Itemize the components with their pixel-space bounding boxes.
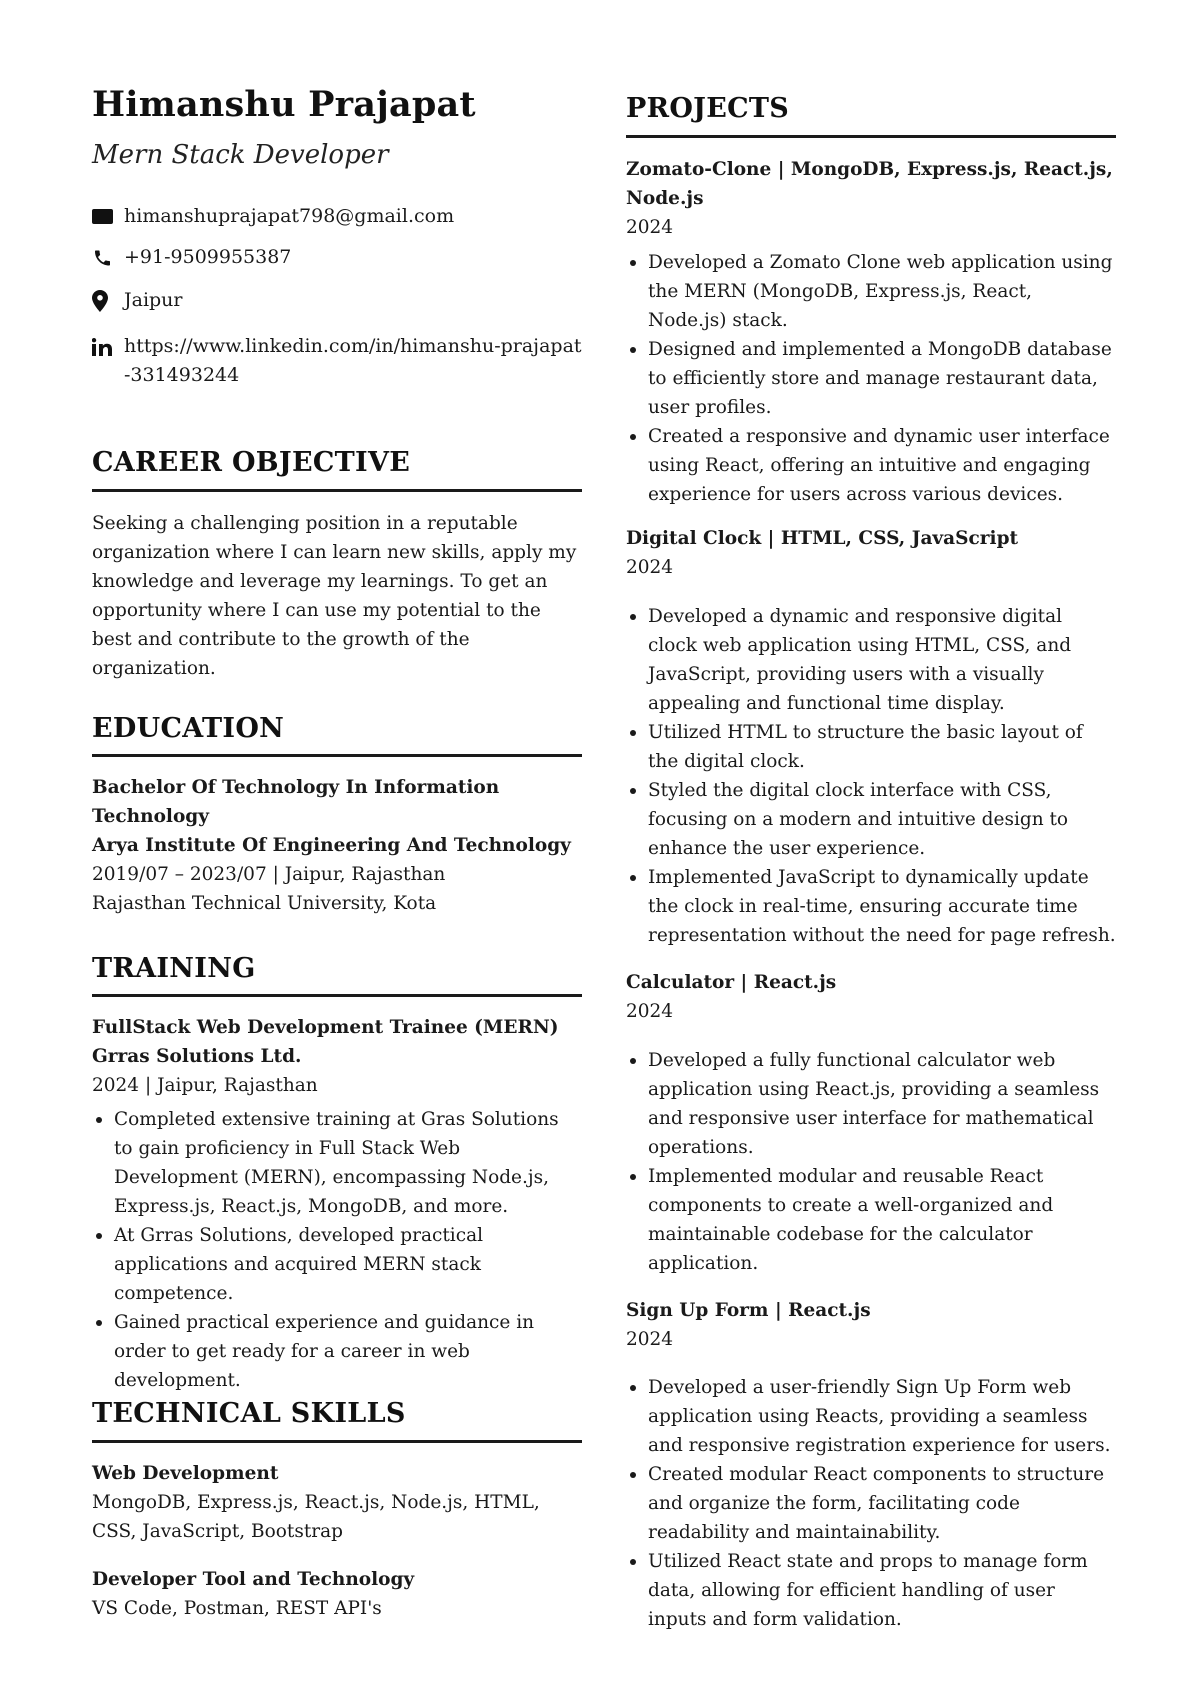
list-item: Completed extensive training at Gras Solutions to gain proficiency in Full Stack Web Development (MERN), encompassing Node.js, Express.js, React.js, MongoDB, and more. [92, 1105, 582, 1221]
project-bullets [626, 602, 1116, 950]
candidate-name: Himanshu Prajapat [92, 84, 476, 125]
project-title: Sign Up Form | React.js [626, 1300, 871, 1321]
location-pin-icon [92, 286, 116, 315]
training-heading: TRAINING [92, 953, 256, 984]
project-entry [626, 155, 1116, 242]
project-bullets [626, 248, 1116, 509]
section-divider [92, 994, 582, 997]
phone-icon [92, 243, 116, 272]
project-entry [626, 1296, 1116, 1354]
list-item: Developed a dynamic and responsive digital clock web application using HTML, CSS, and JavaScript, providing users with a visually appealing and functional time display. [626, 602, 1116, 718]
project-entry [626, 524, 1116, 582]
project-year: 2024 [626, 217, 674, 238]
training-company: Grras Solutions Ltd. [92, 1046, 302, 1067]
list-item: Styled the digital clock interface with CSS, focusing on a modern and intuitive design to enhance the user experience. [626, 776, 1116, 863]
list-item: Created modular React components to structure and organize the form, facilitating code readability and maintainability. [626, 1460, 1116, 1547]
skill-group-items: VS Code, Postman, REST API's [92, 1598, 382, 1619]
training-role: FullStack Web Development Trainee (MERN) [92, 1017, 559, 1038]
list-item: Gained practical experience and guidance in order to get ready for a career in web development. [92, 1308, 582, 1395]
skill-group-web [92, 1459, 582, 1546]
phone-text: +91-9509955387 [124, 246, 292, 268]
education-heading: EDUCATION [92, 713, 285, 744]
list-item: Developed a Zomato Clone web application using the MERN (MongoDB, Express.js, React, Node.js) stack. [626, 248, 1116, 335]
skill-group-tools [92, 1565, 582, 1623]
project-title: Digital Clock | HTML, CSS, JavaScript [626, 528, 1019, 549]
contact-email[interactable] [92, 202, 584, 231]
section-divider [92, 489, 582, 492]
candidate-role: Mern Stack Developer [92, 140, 389, 170]
list-item: Developed a fully functional calculator web application using React.js, providing a seamless and responsive user interface for mathematical operations. [626, 1046, 1116, 1162]
skill-group-items: MongoDB, Express.js, React.js, Node.js, HTML, CSS, JavaScript, Bootstrap [92, 1492, 540, 1542]
linkedin-url: https://www.linkedin.com/in/himanshu-prajapat-331493244 [124, 335, 582, 386]
list-item: At Grras Solutions, developed practical applications and acquired MERN stack competence. [92, 1221, 582, 1308]
training-entry [92, 1013, 582, 1100]
list-item: Implemented JavaScript to dynamically update the clock in real-time, ensuring accurate time representation without the need for page refresh. [626, 863, 1116, 950]
institute-name: Arya Institute Of Engineering And Technology [92, 835, 571, 856]
section-divider [92, 1440, 582, 1443]
education-entry [92, 773, 582, 918]
skill-group-title: Web Development [92, 1463, 279, 1484]
project-year: 2024 [626, 1001, 674, 1022]
project-year: 2024 [626, 1329, 674, 1350]
education-dates-location: 2019/07 – 2023/07 | Jaipur, Rajasthan [92, 864, 446, 885]
university-name: Rajasthan Technical University, Kota [92, 893, 437, 914]
project-entry [626, 968, 1116, 1026]
project-bullets [626, 1373, 1116, 1634]
career-objective-heading: CAREER OBJECTIVE [92, 447, 411, 478]
projects-heading: PROJECTS [626, 93, 790, 124]
contact-linkedin[interactable] [92, 332, 584, 390]
envelope-icon [92, 202, 116, 231]
list-item: Utilized HTML to structure the basic layout of the digital clock. [626, 718, 1116, 776]
contact-location [92, 286, 584, 315]
list-item: Utilized React state and props to manage form data, allowing for efficient handling of user inputs and form validation. [626, 1547, 1116, 1634]
degree-title: Bachelor Of Technology In Information Technology [92, 777, 500, 827]
project-title: Zomato-Clone | MongoDB, Express.js, React.js, Node.js [626, 159, 1113, 209]
list-item: Created a responsive and dynamic user interface using React, offering an intuitive and engaging experience for users across various devices. [626, 422, 1116, 509]
location-text: Jaipur [124, 289, 183, 311]
training-year-location: 2024 | Jaipur, Rajasthan [92, 1075, 318, 1096]
career-objective-text: Seeking a challenging position in a reputable organization where I can learn new skills, apply my knowledge and leverage my learnings. To get an opportunity where I can use my potential to the best and contribute to the growth of the organization. [92, 513, 577, 679]
technical-skills-heading: TECHNICAL SKILLS [92, 1398, 406, 1429]
section-divider [626, 135, 1116, 138]
section-divider [92, 754, 582, 757]
email-text: himanshuprajapat798@gmail.com [124, 205, 455, 227]
contact-phone[interactable] [92, 243, 584, 272]
project-title: Calculator | React.js [626, 972, 837, 993]
list-item: Designed and implemented a MongoDB database to efficiently store and manage restaurant data, user profiles. [626, 335, 1116, 422]
list-item: Implemented modular and reusable React components to create a well-organized and maintainable codebase for the calculator application. [626, 1162, 1116, 1278]
project-bullets [626, 1046, 1116, 1278]
skill-group-title: Developer Tool and Technology [92, 1569, 415, 1590]
training-bullets [92, 1105, 582, 1395]
linkedin-icon [92, 332, 116, 361]
project-year: 2024 [626, 557, 674, 578]
list-item: Developed a user-friendly Sign Up Form web application using Reacts, providing a seamless and responsive registration experience for users. [626, 1373, 1116, 1460]
